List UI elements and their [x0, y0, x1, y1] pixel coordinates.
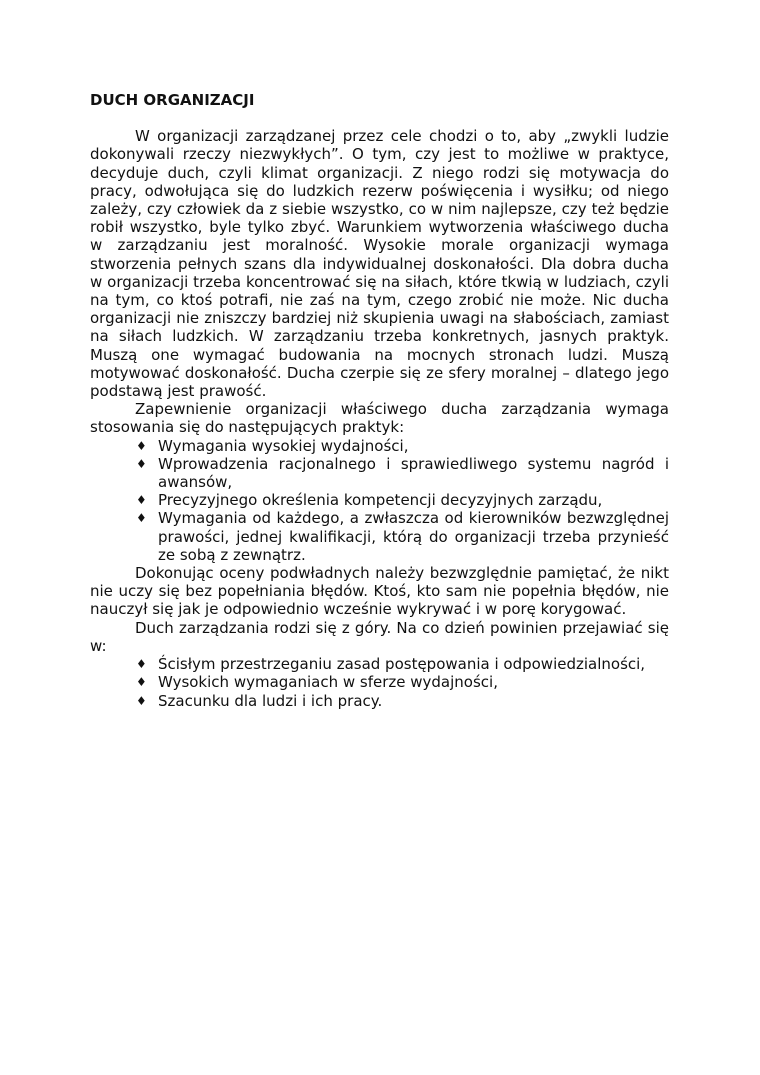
diamond-bullet-icon: ♦: [136, 493, 147, 508]
practices-list: [90, 437, 669, 564]
paragraph-3: Dokonując oceny podwładnych należy bezwzględnie pamiętać, że nikt nie uczy się bez popełniania błędów. Ktoś, kto sam nie popełnia błędów, nie nauczył się jak je odpowiednio wcześnie wykrywać i w porę korygować.: [90, 564, 669, 619]
list-item: [136, 436, 669, 455]
list-item: [136, 673, 669, 692]
diamond-bullet-icon: ♦: [136, 438, 147, 453]
list-item-text: Wymagania od każdego, a zwłaszcza od kierowników bezwzględnej prawości, jednej kwalifikacji, którą do organizacji trzeba przynieść ze sobą z zewnątrz.: [158, 509, 669, 564]
list-item: [136, 509, 669, 564]
list-item: [136, 655, 669, 674]
list-item: [136, 691, 669, 710]
list-item-text: Wymagania wysokiej wydajności,: [158, 436, 409, 455]
document-page: [90, 91, 669, 710]
diamond-bullet-icon: ♦: [136, 511, 147, 526]
diamond-bullet-icon: ♦: [136, 657, 147, 672]
paragraph-1: W organizacji zarządzanej przez cele chodzi o to, aby „zwykli ludzie dokonywali rzeczy niezwykłych”. O tym, czy jest to możliwe w praktyce, decyduje duch, czyli klimat organizacji. Z niego rodzi się motywacja do pracy, odwołująca się do ludzkich rezerw poświęcenia i wysiłku; od niego zależy, czy człowiek da z siebie wszystko, co w nim najlepsze, czy też będzie robił wszystko, byle tylko zbyć. Warunkiem wytworzenia właściwego ducha w zarządzaniu jest moralność. Wysokie morale organizacji wymaga stworzenia pełnych szans dla indywidualnej doskonałości. Dla dobra ducha w organizacji trzeba koncentrować się na siłach, które tkwią w ludziach, czyli na tym, co ktoś potrafi, nie zaś na tym, czego zrobić nie może. Nic ducha organizacji nie zniszczy bardziej niż skupienia uwagi na słabościach, zamiast na siłach ludzkich. W zarządzaniu trzeba konkretnych, jasnych praktyk. Muszą one wymagać budowania na mocnych stronach ludzi. Muszą motywować doskonałość. Ducha czerpie się ze sfery moralnej – dlatego jego podstawą jest prawość.: [90, 127, 669, 401]
diamond-bullet-icon: ♦: [136, 693, 147, 708]
list-item-text: Szacunku dla ludzi i ich pracy.: [158, 691, 383, 710]
diamond-bullet-icon: ♦: [136, 675, 147, 690]
diamond-bullet-icon: ♦: [136, 456, 147, 471]
list-item-text: Ścisłym przestrzeganiu zasad postępowania i odpowiedzialności,: [158, 655, 646, 674]
list-item-text: Wprowadzenia racjonalnego i sprawiedliwego systemu nagród i awansów,: [158, 454, 669, 492]
paragraph-4: Duch zarządzania rodzi się z góry. Na co dzień powinien przejawiać się w:: [90, 618, 669, 655]
list-item: [136, 491, 669, 510]
list-item-text: Precyzyjnego określenia kompetencji decyzyjnych zarządu,: [158, 491, 603, 510]
list-item: [136, 454, 669, 492]
document-title: DUCH ORGANIZACJI: [90, 91, 255, 109]
spirit-list: [90, 655, 669, 710]
list-item-text: Wysokich wymaganiach w sferze wydajności,: [158, 673, 498, 692]
paragraph-2: Zapewnienie organizacji właściwego ducha zarządzania wymaga stosowania się do następujących praktyk:: [90, 400, 669, 437]
